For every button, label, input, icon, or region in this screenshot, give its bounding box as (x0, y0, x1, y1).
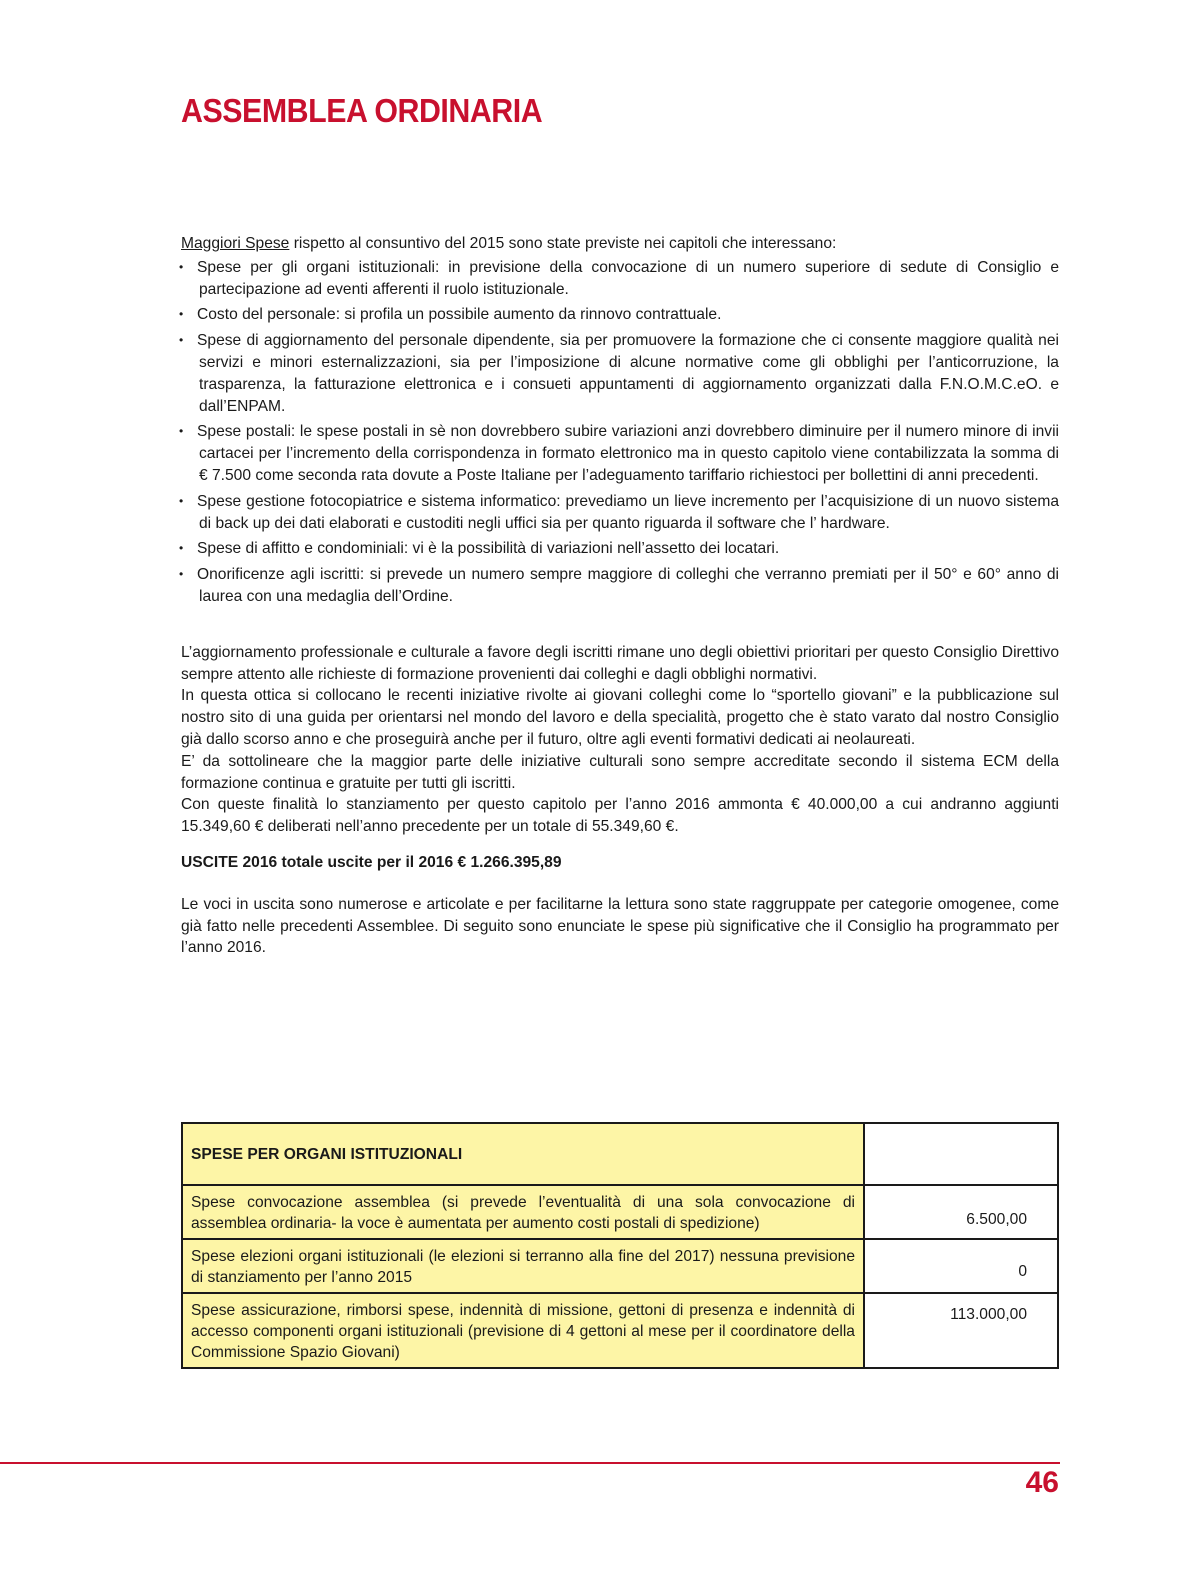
table-cell-desc: Spese convocazione assemblea (si prevede l’eventualità di una sola convocazione di assemblea ordinaria- la voce è aumentata per aumento costi postali di spedizione) (182, 1185, 864, 1239)
table-cell-value: 6.500,00 (864, 1185, 1058, 1239)
list-item: • Spese gestione fotocopiatrice e sistema informatico: prevediamo un lieve incremento per l’acquisizione di un nuovo sistema di back up dei dati elaborati e custoditi negli uffici sia per quanto riguarda il software che l’ hardware. (181, 491, 1059, 535)
aggiornamento-paragraph-3: E’ da sottolineare che la maggior parte delle iniziative culturali sono sempre accreditate secondo il sistema ECM della formazione continua e gratuite per tutti gli iscritti. (181, 752, 1059, 792)
aggiornamento-section (181, 642, 1059, 838)
maggiori-lead (181, 233, 1059, 255)
table-row (182, 1239, 1058, 1293)
page-number: 46 (1025, 1466, 1059, 1499)
list-item: • Costo del personale: si profila un possibile aumento da rinnovo contrattuale. (181, 304, 1059, 326)
table-header-label: SPESE PER ORGANI ISTITUZIONALI (182, 1123, 864, 1185)
aggiornamento-paragraph-1: L’aggiornamento professionale e culturale a favore degli iscritti rimane uno degli obiettivi prioritari per questo Consiglio Direttivo sempre attento alle richieste di formazione provenienti dai colleghi e dagli obblighi normativi. (181, 643, 1059, 683)
table-cell-desc: Spese assicurazione, rimborsi spese, indennità di missione, gettoni di presenza e indennità di accesso componenti organi istituzionali (previsione di 4 gettoni al mese per il coordinatore della Commissione Spazio Giovani) (182, 1293, 864, 1368)
list-item: • Spese postali: le spese postali in sè non dovrebbero subire variazioni anzi dovrebbero diminuire per il numero minore di invii cartacei per l’incremento della corrispondenza in formato elettronico ma in questo capitolo viene contabilizzata la somma di € 7.500 come seconda rata dovute a Poste Italiane per l’adeguamento tariffario richiestoci per bollettini di anni precedenti. (181, 421, 1059, 486)
list-item: • Spese di aggiornamento del personale dipendente, sia per promuovere la formazione che ci consente maggiore qualità nei servizi e minori esternalizzazioni, sia per l’imposizione di alcune normative come gli obblighi per l’anticorruzione, la trasparenza, la fatturazione elettronica e i consueti appuntamenti di aggiornamento organizzati dalla F.N.O.M.C.eO. e dall’ENPAM. (181, 330, 1059, 417)
table-cell-value: 113.000,00 (864, 1293, 1058, 1368)
table-header-value (864, 1123, 1058, 1185)
maggiori-list (181, 257, 1059, 608)
list-item: • Onorificenze agli iscritti: si prevede un numero sempre maggiore di colleghi che verranno premiati per il 50° e 60° anno di laurea con una medaglia dell’Ordine. (181, 564, 1059, 608)
body-content (181, 233, 1059, 959)
list-item: • Spese per gli organi istituzionali: in previsione della convocazione di un numero superiore di sedute di Consiglio e partecipazione ad eventi afferenti il ruolo istituzionale. (181, 257, 1059, 301)
table-row (182, 1293, 1058, 1368)
aggiornamento-paragraph-2: In questa ottica si collocano le recenti iniziative rivolte ai giovani colleghi come lo “sportello giovani” e la pubblicazione sul nostro sito di una guida per orientarsi nel mondo del lavoro e della specialità, progetto che è stato varato dal nostro Consiglio già dallo scorso anno e che proseguirà anche per il futuro, oltre agli eventi formativi dedicati ai neolaureati. (181, 687, 1059, 748)
table-cell-desc: Spese elezioni organi istituzionali (le elezioni si terranno alla fine del 2017) nessuna previsione di stanziamento per l’anno 2015 (182, 1239, 864, 1293)
table-header-row (182, 1123, 1058, 1185)
page-title: ASSEMBLEA ORDINARIA (181, 92, 543, 129)
table-cell-value: 0 (864, 1239, 1058, 1293)
footer-divider (0, 1462, 1060, 1464)
list-item: • Spese di affitto e condominiali: vi è la possibilità di variazioni nell’assetto dei locatari. (181, 538, 1059, 560)
table-row (182, 1185, 1058, 1239)
spese-organi-table (181, 1122, 1059, 1369)
maggiori-lead-rest: rispetto al consuntivo del 2015 sono state previste nei capitoli che interessano: (289, 235, 837, 252)
uscite-intro: Le voci in uscita sono numerose e articolate e per facilitarne la lettura sono state raggruppate per categorie omogenee, come già fatto nelle precedenti Assemblee. Di seguito sono enunciate le spese più significative che il Consiglio ha programmato per l’anno 2016. (181, 895, 1059, 957)
uscite-heading: USCITE 2016 totale uscite per il 2016 € 1.266.395,89 (181, 853, 562, 871)
aggiornamento-paragraph-4: Con queste finalità lo stanziamento per questo capitolo per l’anno 2016 ammonta € 40.000,00 a cui andranno aggiunti 15.349,60 € deliberati nell’anno precedente per un totale di 55.349,60 €. (181, 796, 1059, 836)
maggiori-lead-underlined: Maggiori Spese (181, 235, 290, 252)
